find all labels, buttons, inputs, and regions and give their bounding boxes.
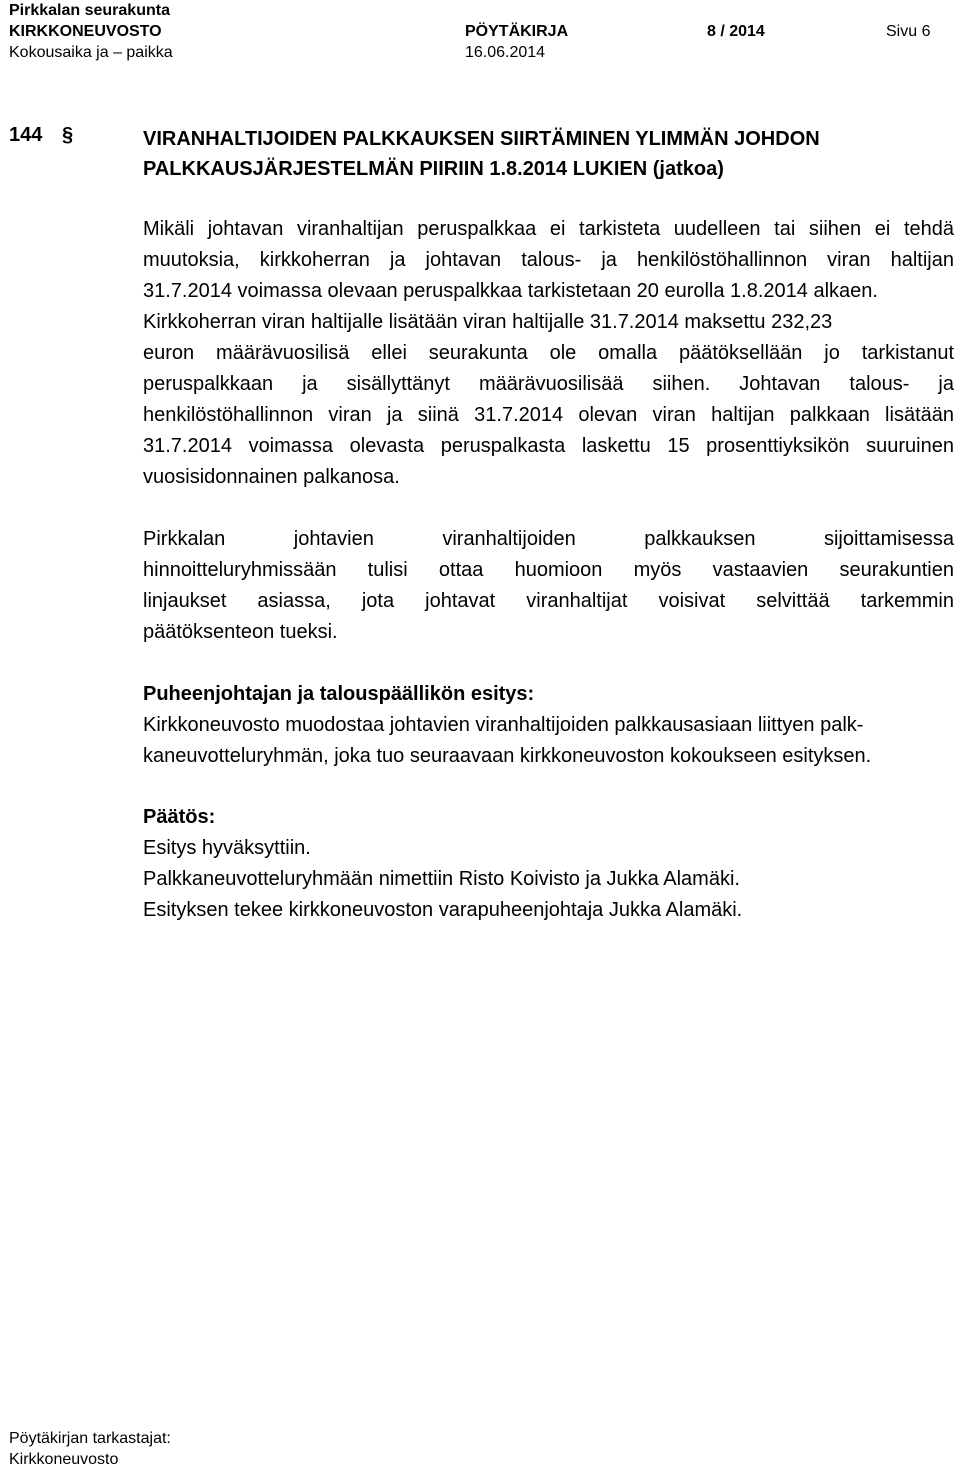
paragraph-pricing-groups (143, 524, 954, 648)
paragraph-line: peruspalkkaan ja sisällyttänyt määrävuosilisää siihen. Johtavan talous- ja (143, 373, 954, 395)
meeting-date: 16.06.2014 (465, 44, 546, 61)
proposal-heading: Puheenjohtajan ja talouspäällikön esitys: (143, 683, 535, 705)
paragraph-line: Pirkkalan johtavien viranhaltijoiden palkkauksen sijoittamisessa (143, 528, 954, 550)
meeting-label: Kokousaika ja – paikka (9, 44, 173, 61)
paragraph-line: henkilöstöhallinnon viran ja siinä 31.7.2014 olevan viran haltijan palkkaan lisätään (143, 404, 954, 426)
paragraph-line: Kirkkoherran viran haltijalle lisätään viran haltijalle 31.7.2014 maksettu 232,23 (143, 311, 833, 333)
paragraph-line: Esityksen tekee kirkkoneuvoston varapuheenjohtaja Jukka Alamäki. (143, 899, 743, 921)
paragraph-line: linjaukset asiassa, jota johtavat viranhaltijat voisivat selvittää tarkemmin (143, 590, 954, 612)
decision-text (143, 833, 954, 926)
footer-label: Pöytäkirjan tarkastajat: (9, 1430, 171, 1447)
paragraph-salary-terms (143, 214, 954, 493)
footer-body: Kirkkoneuvosto (9, 1451, 119, 1468)
section-symbol: § (62, 124, 74, 146)
paragraph-line: Esitys hyväksyttiin. (143, 837, 311, 859)
proposal-text (143, 710, 954, 772)
paragraph-line: muutoksia, kirkkoherran ja johtavan talous- ja henkilöstöhallinnon viran haltijan (143, 249, 954, 271)
body-name: KIRKKONEUVOSTO (9, 23, 162, 40)
meeting-number: 8 / 2014 (707, 23, 765, 40)
paragraph-line: 31.7.2014 voimassa olevaan peruspalkkaa tarkistetaan 20 eurolla 1.8.2014 alkaen. (143, 280, 878, 302)
section-title (143, 124, 943, 184)
section-number: 144 (9, 124, 43, 146)
document-type: PÖYTÄKIRJA (465, 23, 569, 40)
paragraph-line: vuosisidonnainen palkanosa. (143, 466, 400, 488)
page-number: Sivu 6 (886, 23, 931, 40)
paragraph-line: kaneuvotteluryhmän, joka tuo seuraavaan kirkkoneuvoston kokoukseen esityksen. (143, 745, 872, 767)
paragraph-line: 31.7.2014 voimassa olevasta peruspalkasta laskettu 15 prosenttiyksikön suuruinen (143, 435, 954, 457)
paragraph-line: Kirkkoneuvosto muodostaa johtavien viranhaltijoiden palkkausasiaan liittyen palk- (143, 714, 864, 736)
paragraph-line: hinnoitteluryhmissään tulisi ottaa huomioon myös vastaavien seurakuntien (143, 559, 954, 581)
section-title-line: VIRANHALTIJOIDEN PALKKAUKSEN SIIRTÄMINEN YLIMMÄN JOHDON (143, 128, 820, 150)
paragraph-line: Mikäli johtavan viranhaltijan peruspalkkaa ei tarkisteta uudelleen tai siihen ei tehdä (143, 218, 954, 240)
section-title-line: PALKKAUSJÄRJESTELMÄN PIIRIIN 1.8.2014 LUKIEN (jatkoa) (143, 158, 724, 180)
decision-heading: Päätös: (143, 806, 216, 828)
paragraph-line: Palkkaneuvotteluryhmään nimettiin Risto Koivisto ja Jukka Alamäki. (143, 868, 740, 890)
paragraph-line: euron määrävuosilisä ellei seurakunta ole omalla päätöksellään jo tarkistanut (143, 342, 954, 364)
organization-name: Pirkkalan seurakunta (9, 2, 170, 19)
paragraph-line: päätöksenteon tueksi. (143, 621, 338, 643)
